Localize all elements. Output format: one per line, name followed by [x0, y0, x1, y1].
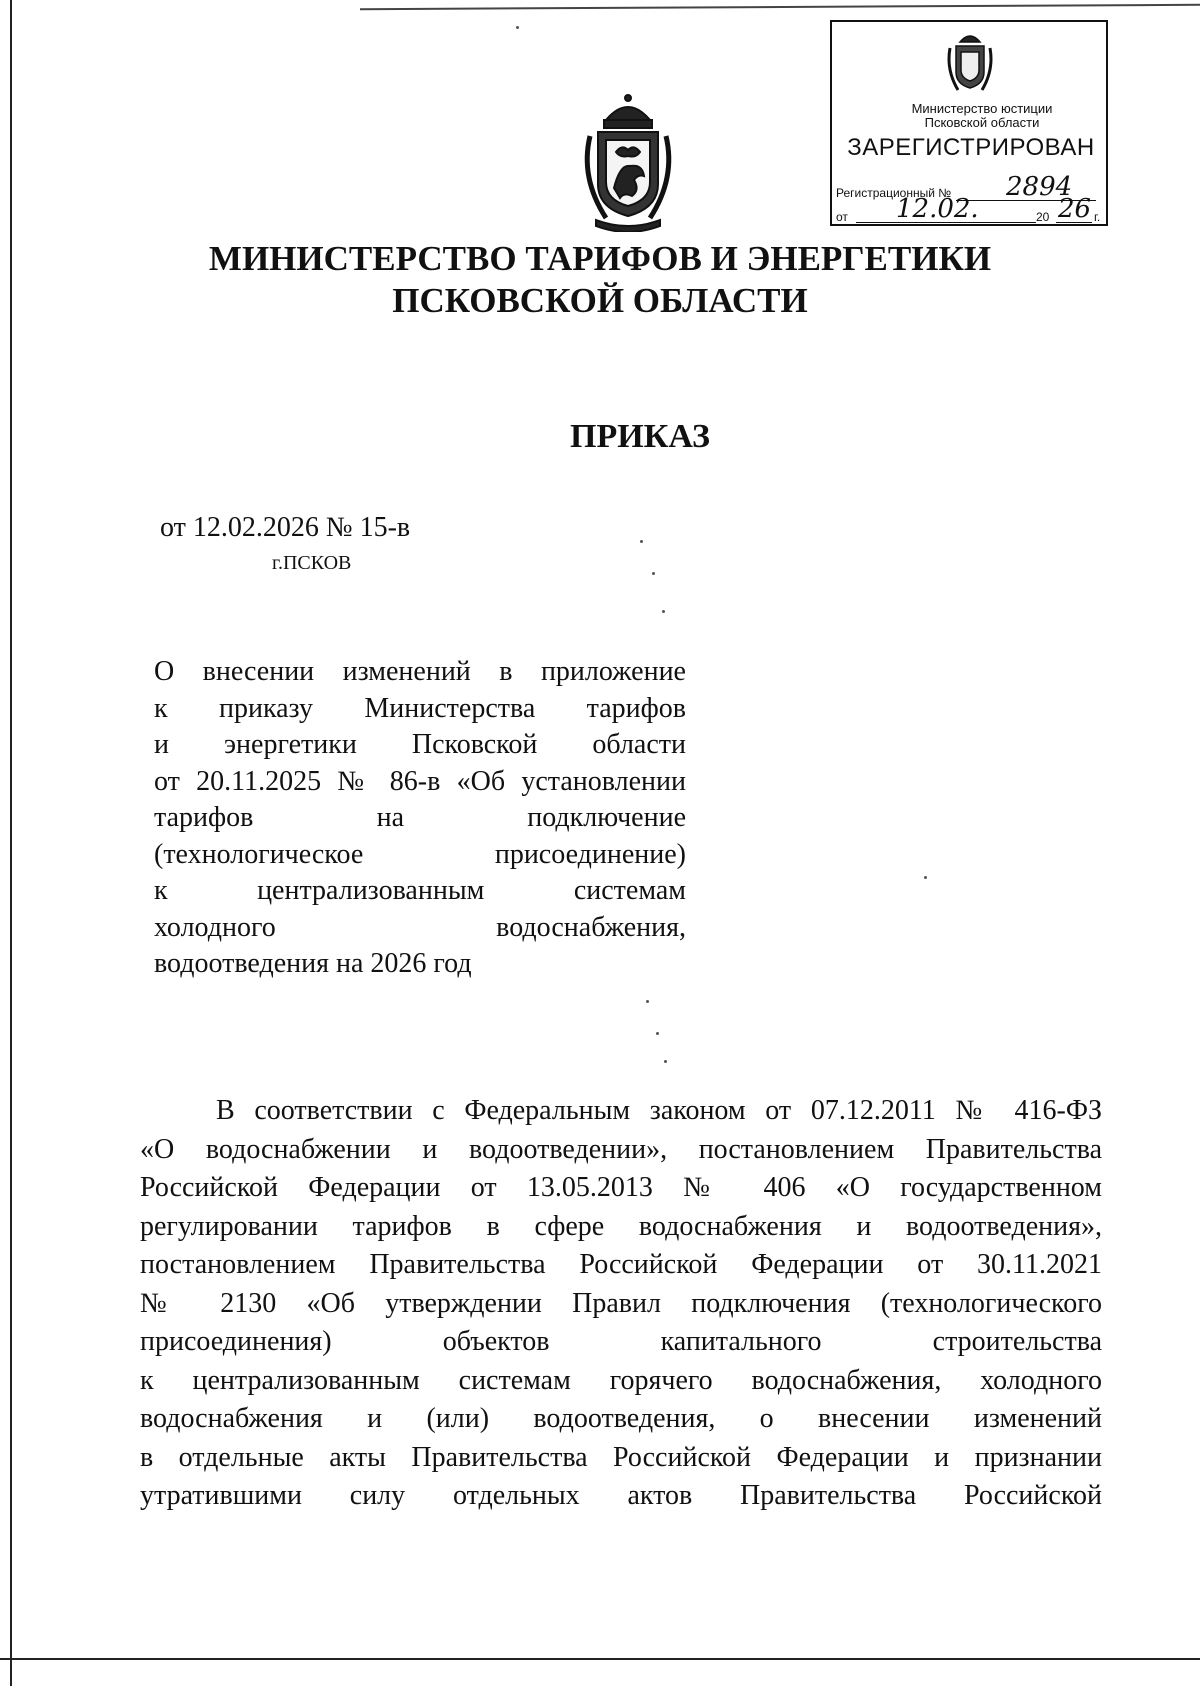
subject-line: холодного водоснабжения, — [154, 911, 686, 943]
scan-speck — [516, 26, 519, 29]
stamp-year-prefix: 20 — [1036, 210, 1050, 224]
subject-line: О внесении изменений в приложение — [154, 656, 686, 687]
order-date: от 12.02.2026 № 15-в — [160, 512, 411, 543]
body-line: водоснабжения и (или) водоотведения, о внесении изменений — [140, 1403, 1102, 1434]
body-line: «О водоснабжении и водоотведении», постановлением Правительства — [140, 1133, 1102, 1165]
stamp-date: 12.02. — [896, 194, 979, 224]
order-city: г.ПСКОВ — [272, 552, 352, 574]
scan-left-edge — [10, 0, 12, 1686]
order-title: ПРИКАЗ — [570, 418, 710, 455]
scan-bottom-edge — [0, 1658, 1200, 1660]
order-body — [140, 1092, 1102, 1516]
ministry-title-line-2: ПСКОВСКОЙ ОБЛАСТИ — [392, 281, 808, 320]
subject-line: тарифов на подключение — [154, 802, 686, 833]
subject-line: (технологическое присоединение) — [154, 838, 686, 870]
body-line: утратившими силу отдельных актов Правительства Российской — [140, 1480, 1102, 1511]
stamp-year: 26 — [1058, 194, 1092, 224]
body-line: постановлением Правительства Российской Федерации от 30.11.2021 — [140, 1249, 1102, 1280]
scan-speck — [652, 572, 655, 575]
stamp-reg-label: Регистрационный № — [836, 186, 952, 200]
stamp-reg-number: 2894 — [1006, 172, 1073, 202]
scan-speck — [924, 876, 927, 879]
body-line: в отдельные акты Правительства Российской Федерации и признании — [140, 1441, 1102, 1473]
subject-line: от 20.11.2025 № 86-в «Об установлении — [154, 765, 686, 797]
stamp-date-prefix: от — [836, 210, 848, 224]
subject-line: к централизованным системам — [154, 875, 686, 906]
scan-speck — [664, 1060, 667, 1063]
stamp-title: ЗАРЕГИСТРИРОВАН — [847, 134, 1095, 161]
subject-line: к приказу Министерства тарифов — [154, 692, 686, 724]
stamp-ministry — [872, 102, 1092, 130]
subject-line: водоотведения на 2026 год — [154, 948, 472, 979]
scan-speck — [662, 610, 665, 613]
order-subject — [154, 654, 686, 983]
scan-speck — [640, 540, 643, 543]
body-line: Российской Федерации от 13.05.2013 № 406 «О государственном — [140, 1172, 1102, 1203]
stamp-date-row — [836, 194, 1104, 226]
scan-speck — [646, 1000, 649, 1003]
scan-speck — [656, 1032, 659, 1035]
body-line: присоединения) объектов капитального строительства — [140, 1326, 1102, 1357]
stamp-coat-of-arms-icon — [946, 30, 994, 96]
stamp-year-g: г. — [1094, 210, 1101, 224]
body-line: к централизованным системам горячего водоснабжения, холодного — [140, 1364, 1102, 1396]
body-line: регулировании тарифов в сфере водоснабжения и водоотведения», — [140, 1210, 1102, 1242]
coat-of-arms-icon — [576, 92, 680, 232]
ministry-title-line-1: МИНИСТЕРСТВО ТАРИФОВ И ЭНЕРГЕТИКИ — [208, 239, 992, 278]
stamp-ministry-line-2: Псковской области — [924, 115, 1040, 130]
ministry-title — [160, 238, 1040, 322]
registration-stamp — [830, 20, 1108, 226]
subject-line: и энергетики Псковской области — [154, 729, 686, 760]
body-line: № 2130 «Об утверждении Правил подключения (технологического — [140, 1287, 1102, 1319]
body-line: В соответствии с Федеральным законом от 07.12.2011 № 416-ФЗ — [216, 1095, 1102, 1126]
stamp-ministry-line-1: Министерство юстиции — [911, 101, 1053, 116]
scan-top-edge — [360, 4, 1200, 10]
